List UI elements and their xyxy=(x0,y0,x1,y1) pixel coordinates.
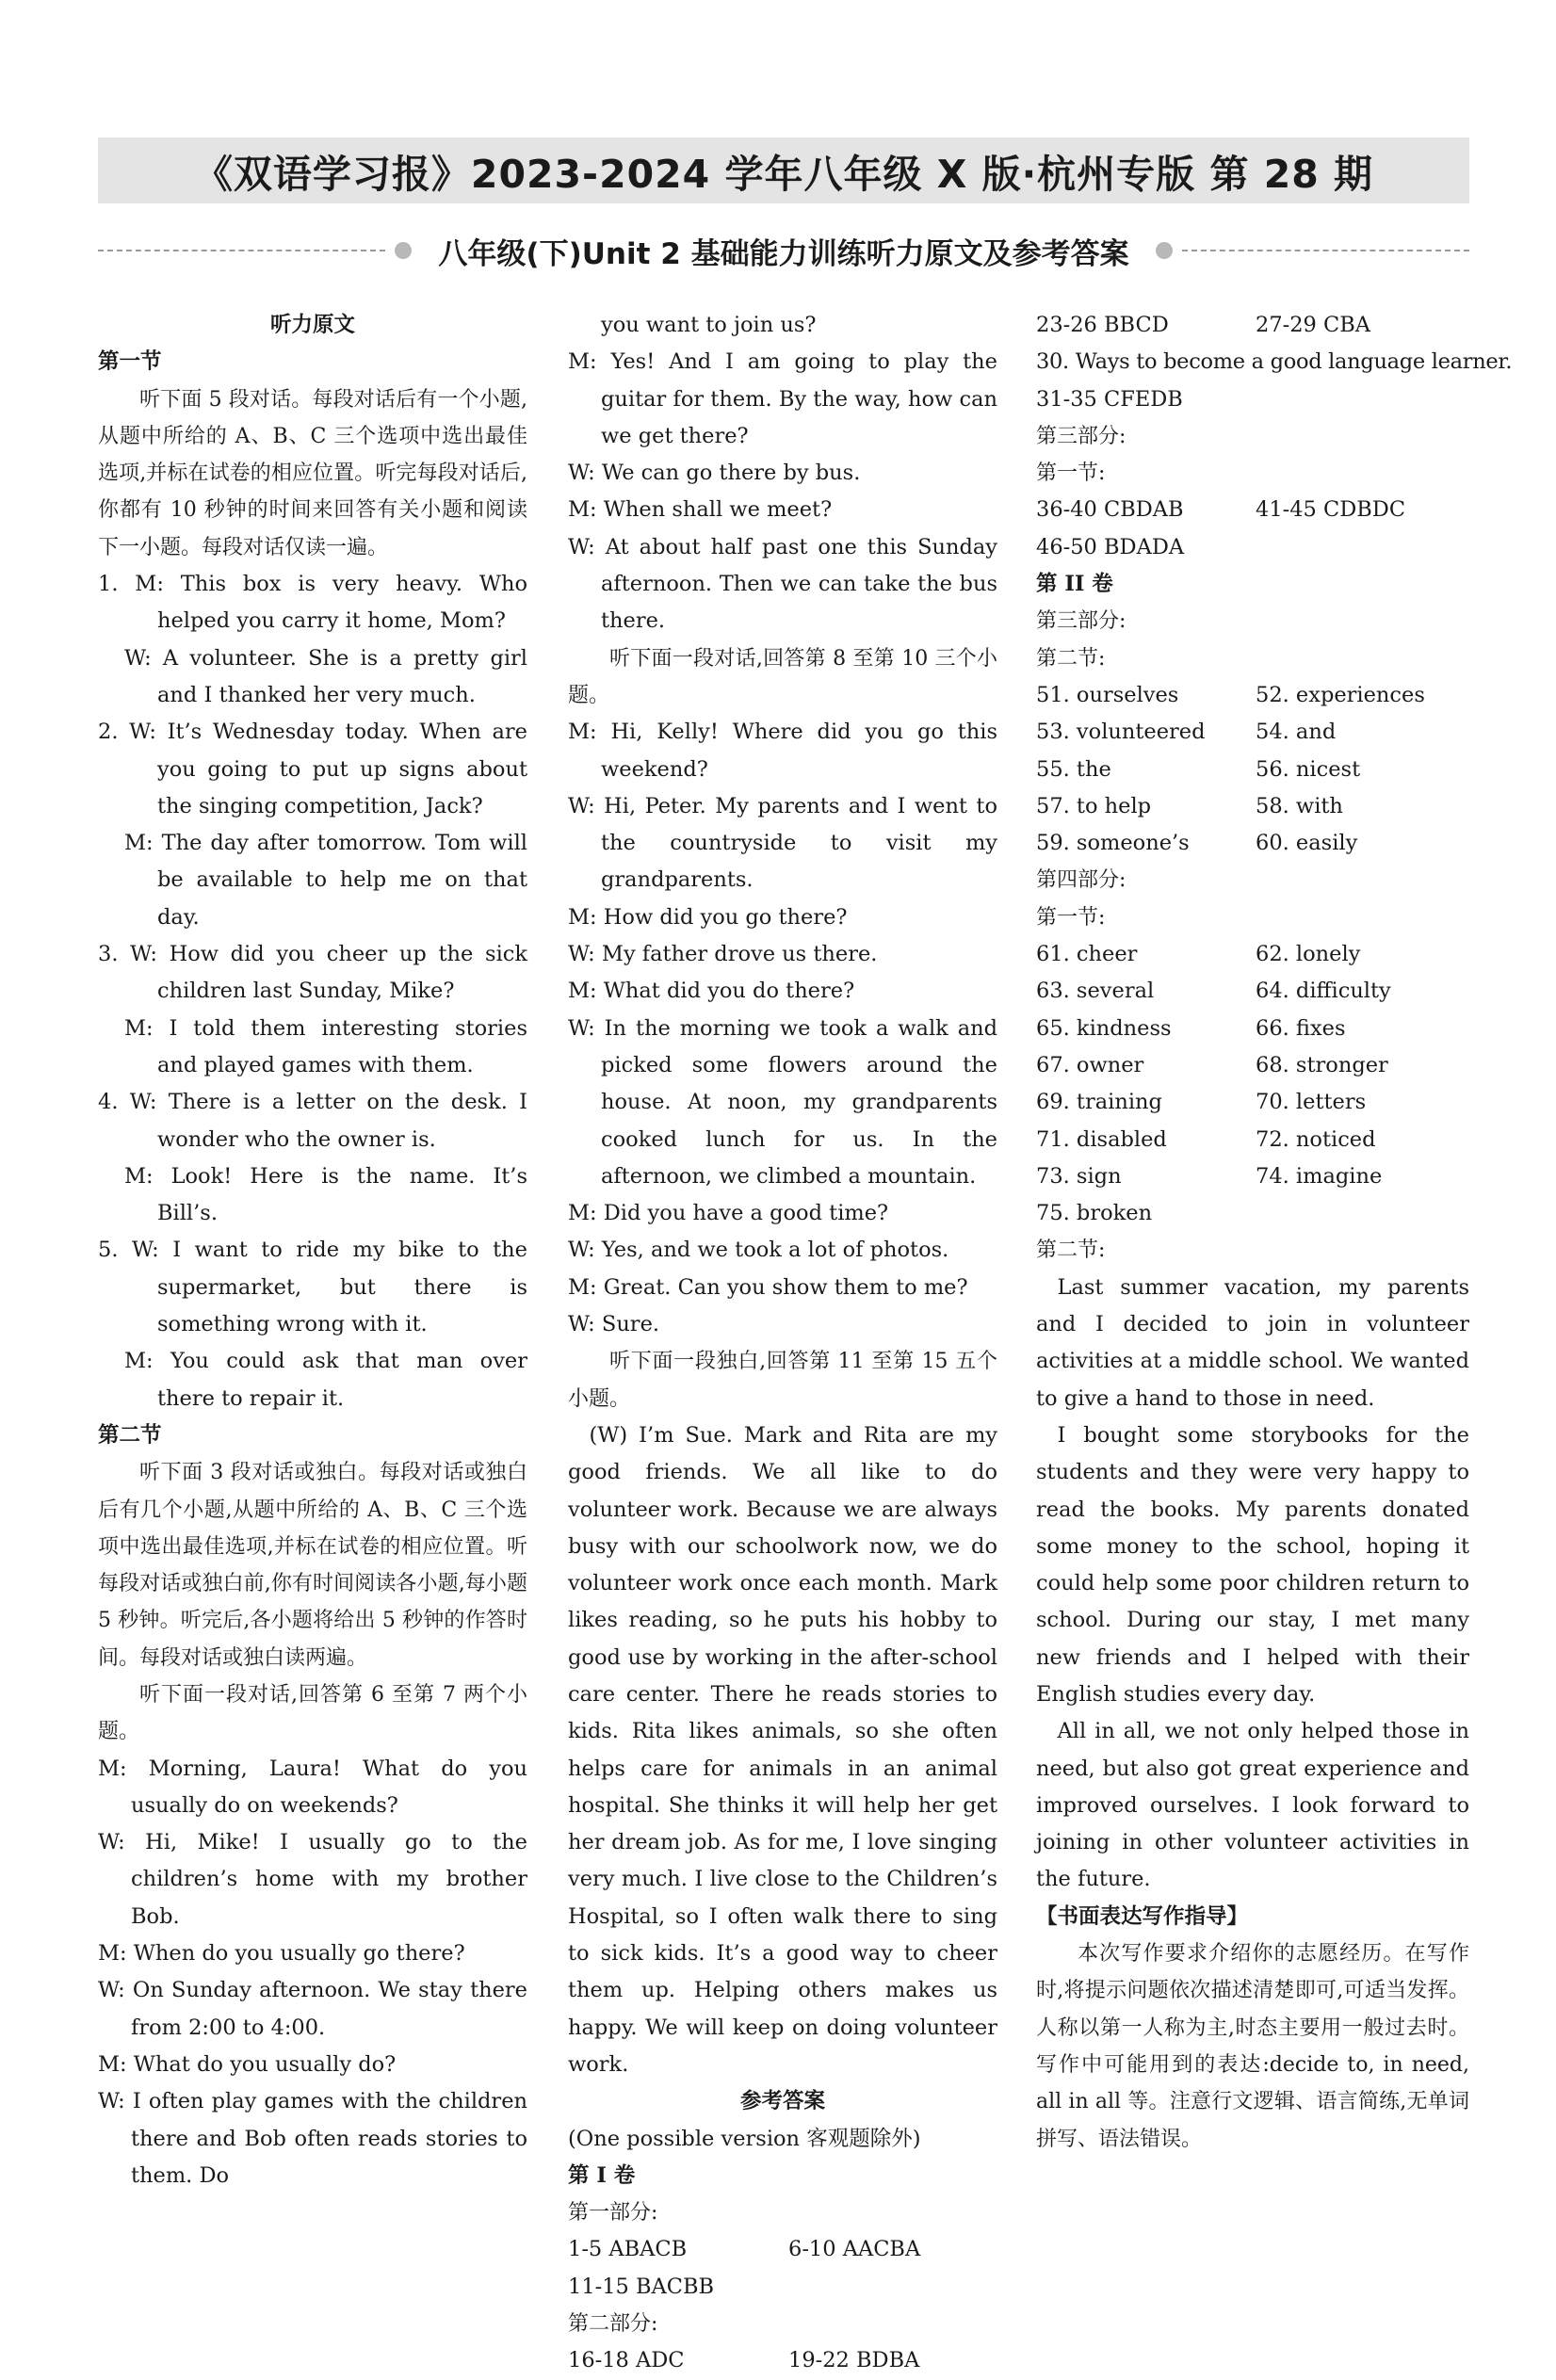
dialog-5-line-m: M: You could ask that man over there to repair it. xyxy=(124,1349,527,1411)
part-3-label: 第三部分: xyxy=(1036,424,1126,448)
section-1-label: 第一节: xyxy=(1036,461,1106,486)
model-essay-paragraph-2: I bought some storybooks for the students and they were very happy to read the books. My parents donated some money to the school, hoping it could help some poor children return to school. During our stay, I met many new friends and I helped with their English studies every day. xyxy=(1036,1422,1469,1707)
answer-item: 11-15 BACBB xyxy=(568,2274,715,2299)
answer-row xyxy=(1036,936,1469,973)
column-2 xyxy=(568,307,997,2380)
dialog-line-continued: you want to join us? xyxy=(601,313,817,337)
model-essay-paragraph-3: All in all, we not only helped those in need, but also got great experience and improved ourselves. I look forward to joining in other volunteer activities in the future. xyxy=(1036,1719,1469,1892)
dialog-4-line-w: 4. W: There is a letter on the desk. I wonder who the owner is. xyxy=(98,1090,527,1152)
volume-2-heading: 第 II 卷 xyxy=(1036,572,1113,597)
answer-item: 16-18 ADC xyxy=(568,2348,685,2373)
answer-row xyxy=(1036,825,1469,862)
dialog-line: M: What did you do there? xyxy=(568,979,855,1004)
column-1 xyxy=(98,307,527,2194)
part-3-label: 第三部分: xyxy=(1036,609,1126,634)
answer-row xyxy=(1036,714,1469,751)
dialog-line: W: My father drove us there. xyxy=(568,942,878,967)
dialog-line: M: When shall we meet? xyxy=(568,497,833,523)
dialog-1-line-m: 1. M: This box is very heavy. Who helped you carry it home, Mom? xyxy=(98,572,527,634)
answer-item: 62. lonely xyxy=(1256,942,1361,967)
dialog-line: W: Hi, Peter. My parents and I went to the countryside to visit my grandparents. xyxy=(568,793,997,893)
answer-row xyxy=(1036,1047,1469,1084)
masthead-title: 《双语学习报》2023-2024 学年八年级 X 版·杭州专版 第 28 期 xyxy=(98,138,1469,203)
answer-row xyxy=(1036,1011,1469,1047)
column-3 xyxy=(1036,307,1513,2158)
answer-row xyxy=(1036,788,1469,825)
answer-row xyxy=(1036,307,1469,344)
right-dot xyxy=(1156,242,1173,259)
dialog-2-line-w: 2. W: It’s Wednesday today. When are you going to put up signs about the singing competition, Jack? xyxy=(98,720,527,818)
dialog-line: W: Yes, and we took a lot of photos. xyxy=(568,1238,949,1263)
answer-item: 46-50 BDADA xyxy=(1036,534,1185,559)
section-1-heading: 第一节 xyxy=(98,349,162,375)
answer-item: 30. Ways to become a good language learner. xyxy=(1036,349,1513,375)
dialog-1-line-w: W: A volunteer. She is a pretty girl and I thanked her very much. xyxy=(124,645,527,707)
dialog-3-line-m: M: I told them interesting stories and played games with them. xyxy=(124,1015,527,1077)
transcript-heading: 听力原文 xyxy=(269,313,355,337)
answer-item: 23-26 BBCD xyxy=(1036,313,1169,337)
answer-item: 57. to help xyxy=(1036,793,1152,818)
answer-item: 72. noticed xyxy=(1256,1126,1376,1152)
section-1-label: 第一节: xyxy=(1036,905,1106,930)
dialog-line: M: What do you usually do? xyxy=(98,2051,397,2077)
dialog-line: W: Sure. xyxy=(568,1312,660,1337)
dialog-5-line-w: 5. W: I want to ride my bike to the supermarket, but there is something wrong with it. xyxy=(98,1238,527,1337)
dialog-4-line-m: M: Look! Here is the name. It’s Bill’s. xyxy=(124,1163,527,1226)
answer-item: 69. training xyxy=(1036,1090,1162,1115)
dialog-line: W: At about half past one this Sunday afternoon. Then we can take the bus there. xyxy=(568,534,997,634)
answer-item: 53. volunteered xyxy=(1036,720,1206,745)
answer-item: 36-40 CBDAB xyxy=(1036,497,1184,523)
dialog-line: M: Did you have a good time? xyxy=(568,1201,889,1226)
left-dashed-rule xyxy=(98,250,385,251)
answer-row xyxy=(1036,1158,1469,1195)
answer-item: 19-22 BDBA xyxy=(788,2348,920,2373)
dialog-line: M: Hi, Kelly! Where did you go this weekend? xyxy=(568,720,997,782)
dialog-line: M: Morning, Laura! What do you usually do on weekends? xyxy=(98,1756,527,1818)
answer-item: 55. the xyxy=(1036,756,1111,782)
dialog-line: W: I often play games with the children there and Bob often reads stories to them. Do xyxy=(98,2089,527,2188)
dialog-line: M: How did you go there? xyxy=(568,904,848,930)
section-subheader xyxy=(98,230,1469,271)
dialog-line: W: Hi, Mike! I usually go to the children’s home with my brother Bob. xyxy=(98,1830,527,1929)
answer-item: 74. imagine xyxy=(1256,1163,1383,1189)
answer-row xyxy=(1036,752,1469,788)
right-dashed-rule xyxy=(1182,250,1469,251)
answer-row xyxy=(568,2231,997,2268)
volume-1-heading: 第 I 卷 xyxy=(568,2162,636,2188)
dialog-line: M: Yes! And I am going to play the guitar for them. By the way, how can we get there? xyxy=(568,349,997,448)
answer-row xyxy=(1036,492,1469,528)
monologue-text: (W) I’m Sue. Mark and Rita are my good friends. We all like to do volunteer work. Because we are always busy with our schoolwork now, we do volunteer work once each month. Mark likes reading, so he puts his hobby to good use by working in the after-school care center. There he reads stories to kids. Rita likes animals, so she often helps care for animals in an animal hospital. She thinks it will help her get her dream job. As for me, I love singing very much. I live close to the Children’s Hospital, so I often walk there to sing to sick kids. It’s a good way to cheer them up. Helping others makes us happy. We will keep on doing volunteer work. xyxy=(568,1422,997,2077)
section-subtitle: 八年级(下)Unit 2 基础能力训练听力原文及参考答案 xyxy=(438,236,1129,271)
left-dot xyxy=(395,242,412,259)
part-4-label: 第四部分: xyxy=(1036,868,1126,893)
instruction-8-10: 听下面一段对话,回答第 8 至第 10 三个小题。 xyxy=(568,646,997,707)
model-essay-paragraph-1: Last summer vacation, my parents and I decided to join in volunteer activities at a middle school. We wanted to give a hand to those in need. xyxy=(1036,1274,1469,1411)
dialog-line: M: When do you usually go there? xyxy=(98,1941,465,1967)
answer-row xyxy=(1036,1122,1469,1158)
answer-item: 31-35 CFEDB xyxy=(1036,386,1183,412)
answer-item: 41-45 CDBDC xyxy=(1256,497,1406,523)
part-1-label: 第一部分: xyxy=(568,2201,658,2226)
dialog-line: M: Great. Can you show them to me? xyxy=(568,1274,968,1300)
answer-item: 63. several xyxy=(1036,979,1155,1004)
answer-key-note: (One possible version 客观题除外) xyxy=(568,2126,921,2151)
answer-item: 54. and xyxy=(1256,720,1337,745)
answer-row xyxy=(1036,677,1469,714)
dialog-line: W: In the morning we took a walk and picked some flowers around the house. At noon, my grandparents cooked lunch for us. In the afternoon, we climbed a mountain. xyxy=(568,1015,997,1189)
answer-row xyxy=(568,2342,997,2379)
answer-item: 58. with xyxy=(1256,793,1343,818)
answer-item: 61. cheer xyxy=(1036,942,1138,967)
dialog-line: W: On Sunday afternoon. We stay there from 2:00 to 4:00. xyxy=(98,1978,527,2040)
section-2-instructions: 听下面 3 段对话或独白。每段对话或独白后有几个小题,从题中所给的 A、B、C 三个选项中选出最佳选项,并标在试卷的相应位置。听每段对话或独白前,你有时间阅读各小题,每小题 5 秒钟。听完后,各小题将给出 5 秒钟的作答时间。每段对话或独白读两遍。 xyxy=(98,1461,527,1670)
answer-item: 59. someone’s xyxy=(1036,831,1190,856)
answer-item: 66. fixes xyxy=(1256,1015,1346,1041)
dialog-3-line-w: 3. W: How did you cheer up the sick children last Sunday, Mike? xyxy=(98,942,527,1004)
section-2-label: 第二节: xyxy=(1036,646,1106,671)
section-2-label: 第二节: xyxy=(1036,1239,1106,1263)
answer-item: 65. kindness xyxy=(1036,1015,1172,1041)
dialog-line: W: We can go there by bus. xyxy=(568,461,861,486)
dialog-2-line-m: M: The day after tomorrow. Tom will be available to help me on that day. xyxy=(124,831,527,930)
answer-row xyxy=(1036,973,1469,1010)
answer-item: 68. stronger xyxy=(1256,1052,1388,1077)
part-2-label: 第二部分: xyxy=(568,2312,658,2337)
instruction-6-7: 听下面一段对话,回答第 6 至第 7 两个小题。 xyxy=(98,1682,527,1744)
answer-item: 52. experiences xyxy=(1256,682,1425,707)
writing-guide-text: 本次写作要求介绍你的志愿经历。在写作时,将提示问题依次描述清楚即可,可适当发挥。人称以第一人称为主,时态主要用一般过去时。写作中可能用到的表达:decide to, in need, all in all 等。注意行文逻辑、语言简练,无单词拼写、语法错误。 xyxy=(1036,1942,1469,2151)
answer-item: 56. nicest xyxy=(1256,756,1361,782)
answer-item: 60. easily xyxy=(1256,831,1358,856)
instruction-11-15: 听下面一段独白,回答第 11 至第 15 五个小题。 xyxy=(568,1350,997,1411)
writing-guide-title: 【书面表达写作指导】 xyxy=(1036,1903,1249,1929)
answer-item: 71. disabled xyxy=(1036,1126,1167,1152)
answer-item: 67. owner xyxy=(1036,1052,1144,1077)
section-1-instructions: 听下面 5 段对话。每段对话后有一个小题,从题中所给的 A、B、C 三个选项中选出最佳选项,并标在试卷的相应位置。听完每段对话后,你都有 10 秒钟的时间来回答有关小题和阅读下一小题。每段对话仅读一遍。 xyxy=(98,387,527,559)
answer-item: 70. letters xyxy=(1256,1090,1367,1115)
answer-item: 6-10 AACBA xyxy=(788,2237,921,2262)
answer-item: 73. sign xyxy=(1036,1163,1122,1189)
answer-item: 64. difficulty xyxy=(1256,979,1391,1004)
answer-key-heading: 参考答案 xyxy=(739,2089,825,2114)
answer-item: 51. ourselves xyxy=(1036,682,1179,707)
answer-row xyxy=(1036,1084,1469,1121)
answer-item: 27-29 CBA xyxy=(1256,313,1371,337)
section-2-heading: 第二节 xyxy=(98,1422,162,1448)
answer-item: 75. broken xyxy=(1036,1201,1153,1226)
answer-item: 1-5 ABACB xyxy=(568,2237,688,2262)
